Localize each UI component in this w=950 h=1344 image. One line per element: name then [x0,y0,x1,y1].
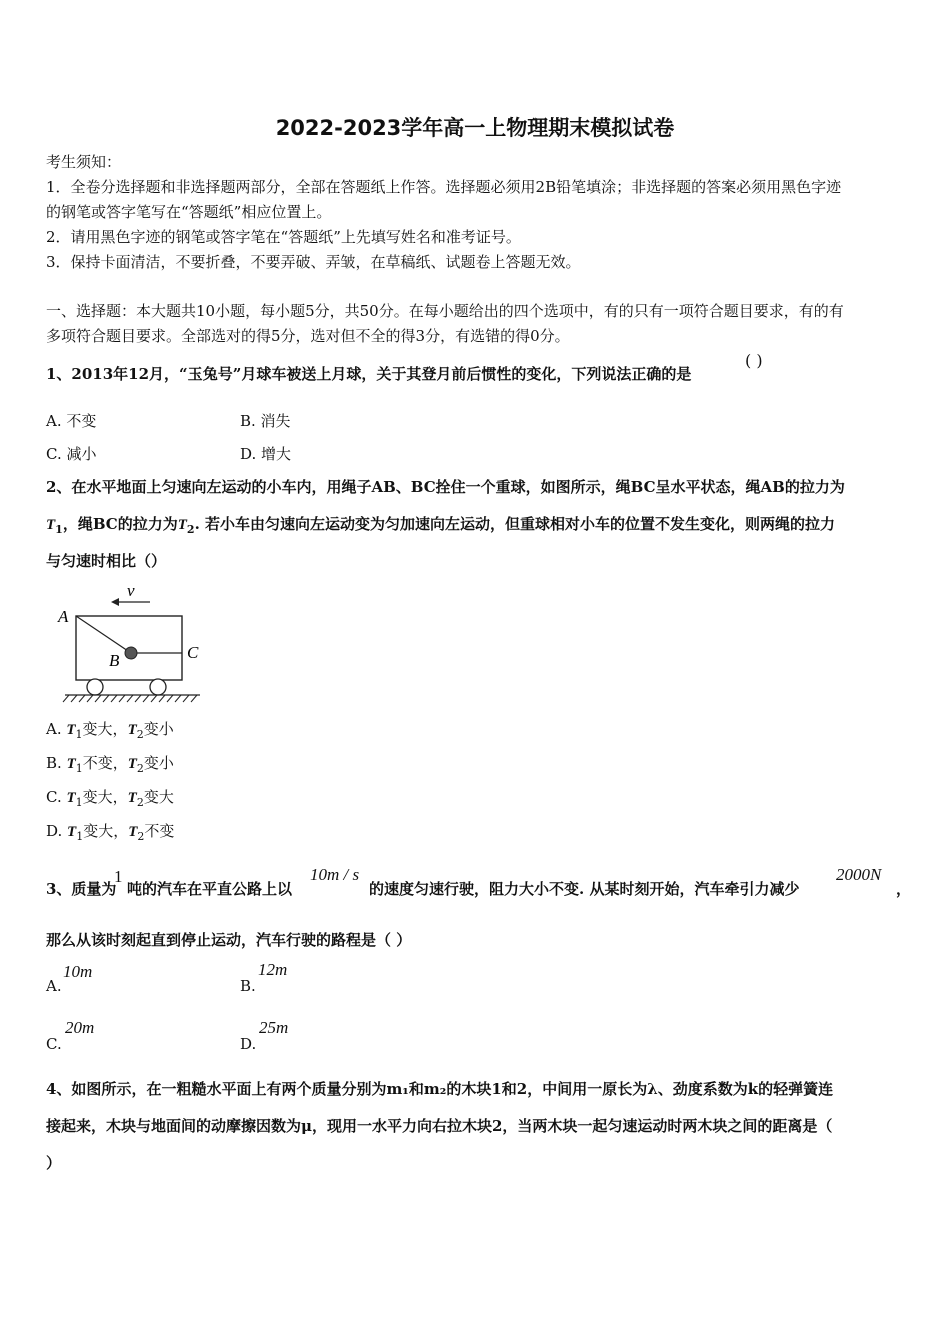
rope-ab [76,616,131,653]
q2-stem-mid: ，绳BC的拉力为 [62,515,178,533]
q3-speed-value: 10m / s [310,865,360,884]
q1-option-b: B. 消失 [240,412,291,430]
q3-mass-value: 1 [114,867,123,886]
t2-subscript: 2 [186,523,195,536]
label-c: C [187,643,199,662]
heavy-ball [125,647,137,659]
label-a: A [58,607,69,626]
q3-stem-part-3: 的速度匀速行驶，阻力大小不变. 从某时刻开始，汽车牵引力减少 [369,880,800,898]
q1-option-a: A. 不变 [46,412,97,430]
q4-stem-line-1: 4、如图所示，在一粗糙水平面上有两个质量分别为m₁和m₂的木块1和2，中间用一原长为λ、劲度系数为k的轻弹簧连 [46,1080,834,1098]
q3-option-a-value: 10m [63,962,93,981]
notice-heading: 考生须知： [46,153,122,171]
t1-subscript: 1 [55,523,63,536]
q3-option-d-label: D. [240,1035,257,1053]
q3-option-b-label: B. [240,977,256,995]
q3-stem-part-4: ， [896,880,912,898]
velocity-label: v [127,583,135,600]
q3-option-a-label: A. [46,977,62,995]
ground-hatching [63,695,197,702]
q3-stem-line-2: 那么从该时刻起直到停止运动，汽车行驶的路程是（ ） [46,931,412,949]
right-wheel [150,679,166,695]
q1-option-c: C. 减小 [46,445,97,463]
q3-option-d-value: 25m [259,1018,289,1037]
notice-item-2: 2．请用黑色字迹的钢笔或答字笔在“答题纸”上先填写姓名和准考证号。 [46,228,521,246]
cart-diagram [55,583,205,703]
t1-symbol: T [46,517,56,533]
q2-option-a: A. $T_1$变大，$T_2$变小 [46,720,174,741]
notice-item-1b: 的钢笔或答字笔写在“答题纸”相应位置上。 [46,203,332,221]
notice-item-3: 3．保持卡面清洁，不要折叠，不要弄破、弄皱，在草稿纸、试题卷上答题无效。 [46,253,581,271]
q2-stem-line-1: 2、在水平地面上匀速向左运动的小车内，用绳子AB、BC拴住一个重球，如图所示，绳BC呈水平状态，绳AB的拉力为 [46,478,845,496]
q3-option-b-value: 12m [258,960,288,979]
q2-stem-rest: . 若小车由匀速向左运动变为匀加速向左运动，但重球相对小车的位置不发生变化，则两绳的拉力 [194,515,836,533]
label-b: B [109,651,120,670]
q3-force-value: 2000N [836,865,882,884]
q2-option-c: C. $T_1$变大，$T_2$变大 [46,788,174,809]
page-title: 2022-2023学年高一上物理期末模拟试卷 [275,116,675,140]
q3-stem-part-2: 吨的汽车在平直公路上以 [127,880,293,898]
q1-answer-paren: ( ) [745,351,763,370]
q3-option-c-label: C. [46,1035,62,1053]
left-wheel [87,679,103,695]
q2-stem-line-2 [46,514,835,540]
section-instructions-2: 多项符合题目要求。全部选对的得5分，选对但不全的得3分，有选错的得0分。 [46,327,570,345]
q2-option-d: D. $T_1$变大，$T_2$不变 [46,822,175,843]
notice-item-1a: 1．全卷分选择题和非选择题两部分，全部在答题纸上作答。选择题必须用2B铅笔填涂；非选择题的答案必须用黑色字迹 [46,178,842,196]
q3-stem-part-1: 3、质量为 [46,880,117,898]
q4-stem-line-2: 接起来，木块与地面间的动摩擦因数为μ，现用一水平力向右拉木块2，当两木块一起匀速运动时两木块之间的距离是（ [46,1117,833,1135]
section-instructions-1: 一、选择题：本大题共10小题，每小题5分，共50分。在每小题给出的四个选项中，有的只有一项符合题目要求，有的有 [46,302,844,320]
q1-option-d: D. 增大 [240,445,292,463]
q3-option-c-value: 20m [65,1018,95,1037]
q2-stem-line-3: 与匀速时相比（） [46,552,167,570]
velocity-arrowhead [111,598,119,606]
t2-symbol: T [177,517,187,533]
q4-stem-line-3: ） [46,1154,62,1172]
q1-stem: 1、2013年12月，“玉兔号”月球车被送上月球，关于其登月前后惯性的变化，下列说法正确的是 [46,365,692,383]
q2-option-b: B. $T_1$不变，$T_2$变小 [46,754,174,775]
